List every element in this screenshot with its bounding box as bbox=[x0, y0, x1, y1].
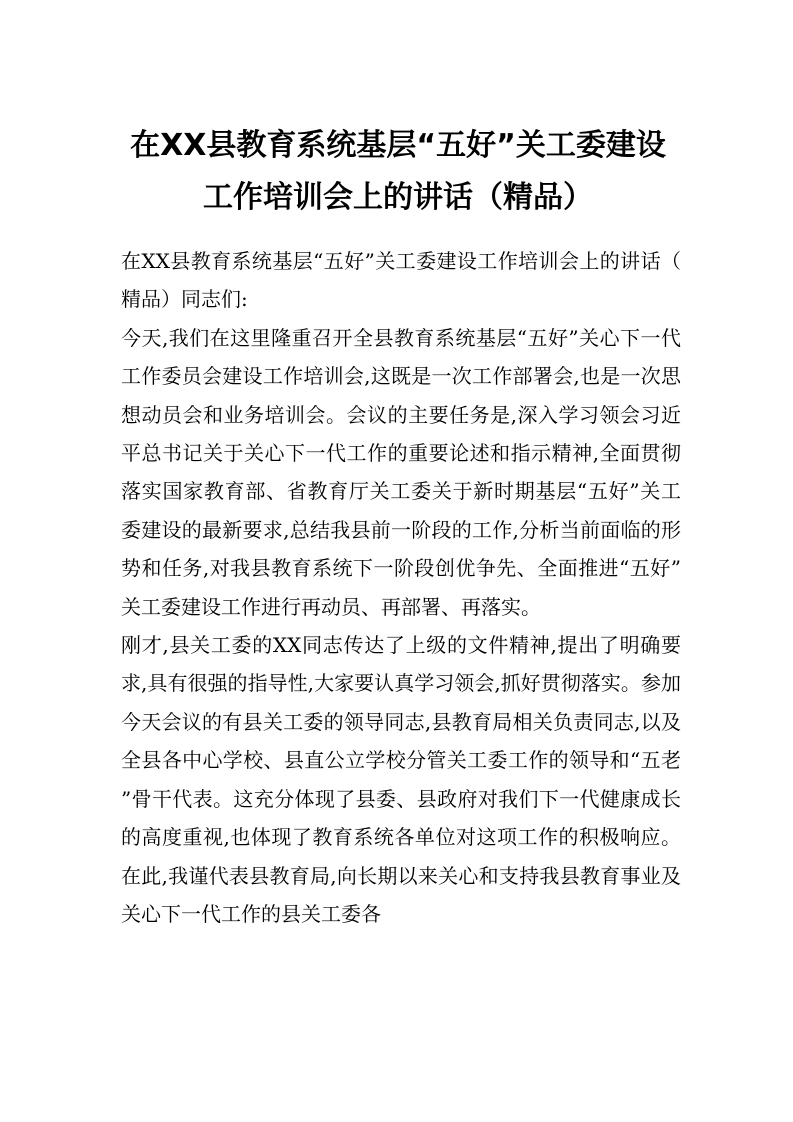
paragraph-salutation: 在XX县教育系统基层“五好”关工委建设工作培训会上的讲话（精品）同志们: bbox=[121, 249, 681, 312]
title-line-2: 工作培训会上的讲话（精品） bbox=[203, 180, 593, 215]
paragraph-opening: 今天,我们在这里隆重召开全县教育系统基层“五好”关心下一代工作委员会建设工作培训会,这既是一次工作部署会,也是一次思想动员会和业务培训会。会议的主要任务是,深入学习领会习近平总书记关于关心下一代工作的重要论述和指示精神,全面贯彻落实国家教育部、省教育厅关工委关于新时期基层“五好”关工委建设的最新要求,总结我县前一阶段的工作,分析当前面临的形势和任务,对我县教育系统下一阶段创优争先、全面推进“五好”关工委建设工作进行再动员、再部署、再落实。 bbox=[121, 325, 681, 619]
document-body bbox=[121, 242, 681, 933]
paragraph-second: 刚才,县关工委的XX同志传达了上级的文件精神,提出了明确要求,具有很强的指导性,大家要认真学习领会,抓好贯彻落实。参加今天会议的有县关工委的领导同志,县教育局相关负责同志,以及全县各中心学校、县直公立学校分管关工委工作的领导和“五老”骨干代表。这充分体现了县委、县政府对我们下一代健康成长的高度重视,也体现了教育系统各单位对这项工作的积极响应。在此,我谨代表县教育局,向长期以来关心和支持我县教育事业及关心下一代工作的县关工委各 bbox=[121, 633, 681, 926]
document-title bbox=[96, 120, 700, 224]
title-line-1: 在XX县教育系统基层“五好”关工委建设 bbox=[130, 128, 666, 163]
